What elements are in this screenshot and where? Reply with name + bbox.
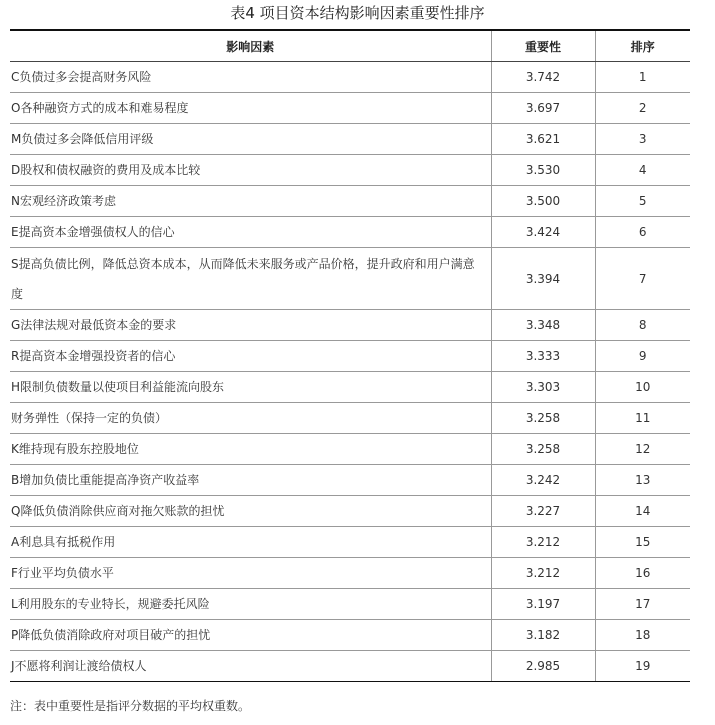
table-row [10, 651, 690, 682]
importance-cell: 3.242 [491, 465, 595, 496]
factor-cell: F行业平均负债水平 [10, 558, 491, 589]
rank-cell: 14 [595, 496, 690, 527]
rank-cell: 19 [595, 651, 690, 682]
rank-cell: 16 [595, 558, 690, 589]
importance-cell: 3.530 [491, 155, 595, 186]
rank-cell: 10 [595, 372, 690, 403]
importance-cell: 3.212 [491, 558, 595, 589]
importance-cell: 3.348 [491, 310, 595, 341]
factor-cell: O各种融资方式的成本和难易程度 [10, 93, 491, 124]
importance-cell: 3.303 [491, 372, 595, 403]
rank-cell: 9 [595, 341, 690, 372]
importance-cell: 3.333 [491, 341, 595, 372]
factor-cell: 财务弹性（保持一定的负债） [10, 403, 491, 434]
table-row [10, 155, 690, 186]
rank-cell: 12 [595, 434, 690, 465]
factor-cell: C负债过多会提高财务风险 [10, 62, 491, 93]
importance-cell: 3.212 [491, 527, 595, 558]
importance-cell: 3.742 [491, 62, 595, 93]
rank-cell: 1 [595, 62, 690, 93]
table-footnote: 注：表中重要性是指评分数据的平均权重数。 [10, 699, 251, 713]
importance-cell: 2.985 [491, 651, 595, 682]
factor-cell: H限制负债数量以使项目利益能流向股东 [10, 372, 491, 403]
table-header-row [10, 30, 690, 62]
importance-cell: 3.258 [491, 403, 595, 434]
table-row [10, 527, 690, 558]
header-factor: 影响因素 [10, 30, 491, 62]
rank-cell: 3 [595, 124, 690, 155]
table-row [10, 124, 690, 155]
factor-cell: R提高资本金增强投资者的信心 [10, 341, 491, 372]
importance-cell: 3.424 [491, 217, 595, 248]
importance-cell: 3.182 [491, 620, 595, 651]
rank-cell: 18 [595, 620, 690, 651]
rank-cell: 2 [595, 93, 690, 124]
table-row [10, 310, 690, 341]
factor-cell: A利息具有抵税作用 [10, 527, 491, 558]
table-row [10, 62, 690, 93]
rank-cell: 8 [595, 310, 690, 341]
table-row [10, 620, 690, 651]
factor-cell: K维持现有股东控股地位 [10, 434, 491, 465]
factor-cell: G法律法规对最低资本金的要求 [10, 310, 491, 341]
factor-cell: L利用股东的专业特长，规避委托风险 [10, 589, 491, 620]
rank-cell: 13 [595, 465, 690, 496]
table-row [10, 217, 690, 248]
importance-cell: 3.697 [491, 93, 595, 124]
table-row [10, 186, 690, 217]
factor-cell: Q降低负债消除供应商对拖欠账款的担忧 [10, 496, 491, 527]
table-row [10, 93, 690, 124]
importance-cell: 3.227 [491, 496, 595, 527]
factor-cell: J不愿将利润让渡给债权人 [10, 651, 491, 682]
factor-cell: P降低负债消除政府对项目破产的担忧 [10, 620, 491, 651]
factor-cell: E提高资本金增强债权人的信心 [10, 217, 491, 248]
table-row [10, 496, 690, 527]
table-row [10, 589, 690, 620]
factor-cell: M负债过多会降低信用评级 [10, 124, 491, 155]
header-importance: 重要性 [491, 30, 595, 62]
table-row [10, 372, 690, 403]
rank-cell: 4 [595, 155, 690, 186]
table-row [10, 558, 690, 589]
factor-cell: S提高负债比例，降低总资本成本，从而降低未来服务或产品价格，提升政府和用户满意度 [10, 248, 491, 310]
factor-cell: D股权和债权融资的费用及成本比较 [10, 155, 491, 186]
table-caption: 表4 项目资本结构影响因素重要性排序 [230, 4, 485, 22]
rank-cell: 15 [595, 527, 690, 558]
rank-cell: 11 [595, 403, 690, 434]
importance-cell: 3.500 [491, 186, 595, 217]
factor-cell: N宏观经济政策考虑 [10, 186, 491, 217]
rank-cell: 17 [595, 589, 690, 620]
importance-cell: 3.621 [491, 124, 595, 155]
table-row [10, 403, 690, 434]
rank-cell: 7 [595, 248, 690, 310]
importance-cell: 3.197 [491, 589, 595, 620]
rank-cell: 6 [595, 217, 690, 248]
rank-cell: 5 [595, 186, 690, 217]
importance-cell: 3.258 [491, 434, 595, 465]
table-row [10, 465, 690, 496]
factor-cell: B增加负债比重能提高净资产收益率 [10, 465, 491, 496]
header-rank: 排序 [595, 30, 690, 62]
table-row [10, 434, 690, 465]
table-row [10, 248, 690, 310]
importance-ranking-table [10, 29, 690, 682]
importance-cell: 3.394 [491, 248, 595, 310]
table-row [10, 341, 690, 372]
